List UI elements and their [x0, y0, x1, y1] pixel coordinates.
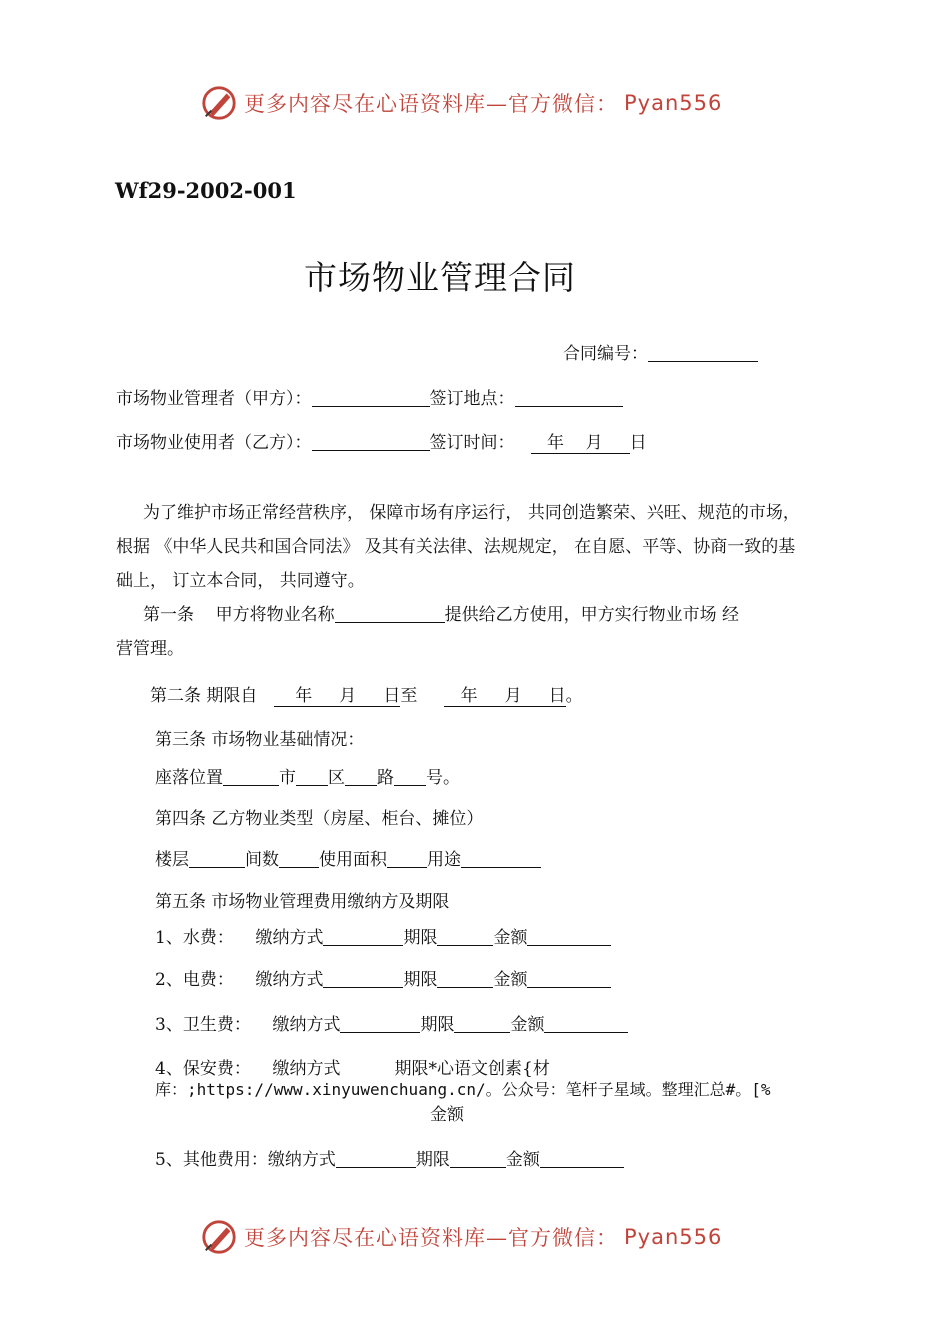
article-2-to: 至 — [400, 686, 418, 706]
amount-label: 金额 — [493, 970, 528, 990]
sign-month: 月 — [585, 433, 603, 453]
period-blank — [450, 1149, 506, 1168]
security-extra-1: 期限*心语文创素{材 — [394, 1059, 550, 1079]
article-4-label: 第四条 乙方物业类型（房屋、柜台、摊位） — [155, 809, 484, 829]
party-a-label: 市场物业管理者（甲方）： — [116, 389, 312, 409]
end-date — [444, 681, 565, 707]
period-label: 期限 — [420, 1015, 455, 1035]
fee-sanitation-row — [155, 1010, 628, 1035]
pay-method-label: 缴纳方式 — [255, 970, 324, 990]
sign-place-label: 签订地点： — [429, 389, 515, 409]
pay-method-label: 缴纳方式 — [272, 1059, 341, 1079]
fee-security-row — [155, 1054, 550, 1079]
article-1-label: 第一条 — [143, 605, 195, 625]
article-1-text-b: 提供给乙方使用，甲方实行物业市场 经 — [444, 605, 740, 625]
sign-time-label: 签订时间： — [429, 433, 515, 453]
intro-line-2: 根据 《中华人民共和国合同法》 及其有关法律、法规规定， 在自愿、平等、协商一致的基 — [116, 537, 796, 557]
use-blank — [461, 849, 541, 868]
period-blank — [437, 969, 493, 988]
fee-water-row — [155, 923, 611, 948]
sign-year: 年 — [546, 433, 564, 453]
pay-method-label: 缴纳方式 — [272, 1015, 341, 1035]
location-row — [155, 763, 460, 788]
road-blank — [394, 767, 426, 786]
property-name-blank — [335, 604, 445, 623]
floor-blank — [189, 849, 245, 868]
period-label: 期限 — [403, 970, 438, 990]
pen-logo-icon — [200, 1218, 238, 1256]
fee-water-label: 1、水费： — [155, 928, 234, 948]
number-label: 号。 — [426, 768, 460, 788]
area-label: 使用面积 — [319, 850, 387, 870]
property-type-row — [155, 845, 541, 870]
rooms-blank — [279, 849, 319, 868]
party-b-label: 市场物业使用者（乙方）： — [116, 433, 312, 453]
pay-method-blank — [323, 969, 403, 988]
period-blank — [454, 1014, 510, 1033]
amount-blank — [544, 1014, 628, 1033]
pay-method-label: 缴纳方式 — [267, 1150, 336, 1170]
start-day: 日 — [383, 686, 401, 706]
security-extra-2: 库：;https://www.xinyuwenchuang.cn/。公众号：笔杆子星域。整理汇总#。[% — [155, 1080, 771, 1099]
sign-day: 日 — [629, 433, 647, 453]
party-a-blank — [312, 388, 430, 407]
use-label: 用途 — [427, 850, 461, 870]
banner-text: 更多内容尽在心语资料库—官方微信： — [244, 1226, 618, 1250]
pay-method-blank — [336, 1149, 416, 1168]
floor-label: 楼层 — [155, 850, 189, 870]
road-label: 路 — [377, 768, 394, 788]
article-1-text-a: 甲方将物业名称 — [215, 605, 335, 625]
amount-blank — [540, 1149, 624, 1168]
period-label: 期限 — [415, 1150, 450, 1170]
intro-line-1: 为了维护市场正常经营秩序， 保障市场有序运行， 共同创造繁荣、兴旺、规范的市场， — [143, 503, 800, 523]
area-blank — [387, 849, 427, 868]
fee-power-row — [155, 965, 611, 990]
intro-line-3: 础上， 订立本合同， 共同遵守。 — [116, 571, 365, 591]
banner-text: 更多内容尽在心语资料库—官方微信： — [244, 92, 618, 116]
page-title: 市场物业管理合同 — [304, 258, 576, 297]
period-blank — [437, 927, 493, 946]
location-label: 座落位置 — [155, 768, 223, 788]
fee-security-label: 4、保安费： — [155, 1059, 251, 1079]
start-year: 年 — [295, 686, 313, 706]
sign-place-blank — [515, 388, 623, 407]
top-banner — [200, 84, 722, 122]
fee-other-label: 5、其他费用： — [155, 1150, 268, 1170]
city-label: 市 — [279, 768, 296, 788]
fee-power-label: 2、电费： — [155, 970, 234, 990]
amount-label: 金额 — [493, 928, 528, 948]
party-a-row — [116, 384, 623, 409]
start-date — [274, 681, 401, 707]
amount-blank — [527, 969, 611, 988]
district-label: 区 — [328, 768, 345, 788]
document-code: Wf29-2002-001 — [115, 178, 297, 203]
article-2 — [150, 681, 583, 707]
article-2-end: 。 — [565, 686, 583, 706]
pay-method-blank — [340, 1014, 420, 1033]
article-2-text: 第二条 期限自 — [150, 686, 258, 706]
pay-method-label: 缴纳方式 — [255, 928, 324, 948]
article-1-text-c: 营管理。 — [116, 639, 184, 659]
end-year: 年 — [460, 686, 478, 706]
rooms-label: 间数 — [245, 850, 279, 870]
pay-method-blank — [323, 927, 403, 946]
sign-date-underline — [531, 428, 630, 454]
contract-number-label: 合同编号： — [563, 344, 648, 364]
banner-wechat: Pyan556 — [624, 91, 723, 115]
contract-number-blank — [648, 343, 758, 362]
fee-sanitation-label: 3、卫生费： — [155, 1015, 251, 1035]
banner-wechat: Pyan556 — [624, 1225, 723, 1249]
article-3-label: 第三条 市场物业基础情况： — [155, 730, 365, 750]
bottom-banner — [200, 1218, 722, 1256]
city-blank — [296, 767, 328, 786]
pen-logo-icon — [200, 84, 238, 122]
amount-label: 金额 — [510, 1015, 545, 1035]
party-b-blank — [312, 432, 430, 451]
period-label: 期限 — [403, 928, 438, 948]
amount-blank — [527, 927, 611, 946]
party-b-row — [116, 428, 647, 454]
security-extra-3: 金额 — [430, 1105, 464, 1125]
article-5-label: 第五条 市场物业管理费用缴纳方及期限 — [155, 892, 450, 912]
amount-label: 金额 — [505, 1150, 540, 1170]
fee-other-row — [155, 1145, 624, 1170]
location-blank — [223, 767, 279, 786]
end-day: 日 — [548, 686, 566, 706]
start-month: 月 — [339, 686, 357, 706]
contract-number-row — [563, 339, 758, 364]
end-month: 月 — [504, 686, 522, 706]
intro-paragraph — [116, 496, 800, 666]
district-blank — [345, 767, 377, 786]
